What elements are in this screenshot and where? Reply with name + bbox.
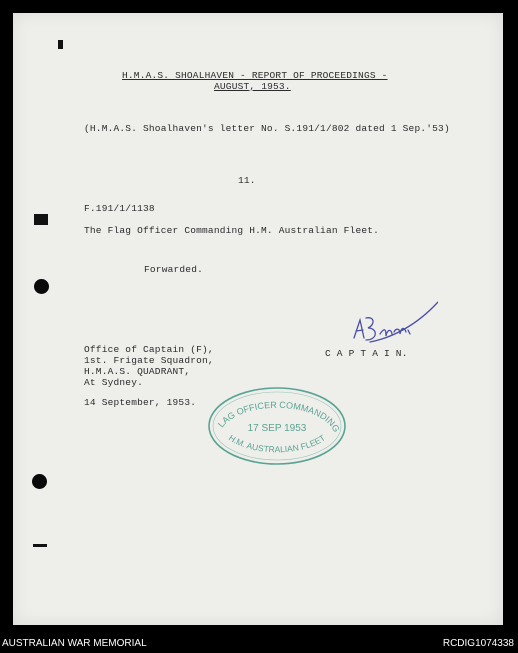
body-text: Forwarded. [144, 264, 204, 275]
footer-id: RCDIG1074338 [442, 638, 514, 649]
punch-hole-top [34, 279, 49, 294]
footer-source: AUSTRALIAN WAR MEMORIAL [2, 638, 147, 649]
punch-hole-bottom [32, 474, 47, 489]
letter-date: 14 September, 1953. [84, 397, 197, 408]
corner-mark [58, 40, 63, 49]
signature-title: C A P T A I N. [325, 348, 408, 359]
sender-line-3: H.M.A.S. QUADRANT, [84, 366, 191, 377]
reference-line: (H.M.A.S. Shoalhaven's letter No. S.191/1/802 dated 1 Sep.'53) [84, 123, 450, 134]
tape-mark-bottom [33, 544, 47, 547]
stamp-bottom-text: H.M. AUSTRALIAN FLEET [226, 432, 328, 455]
received-stamp [207, 386, 347, 466]
file-number: F.191/1/1138 [84, 203, 155, 214]
handwritten-signature [346, 298, 438, 350]
page-number: 11. [238, 175, 256, 186]
sender-line-1: Office of Captain (F), [84, 344, 214, 355]
tape-mark-top [34, 214, 48, 225]
addressee: The Flag Officer Commanding H.M. Australian Fleet. [84, 225, 380, 236]
stamp-date: 17 SEP 1953 [247, 423, 307, 434]
report-subtitle: AUGUST, 1953. [214, 81, 291, 92]
sender-line-4: At Sydney. [84, 377, 144, 388]
stamp-top-text: LAG OFFICER COMMANDING [215, 399, 342, 434]
report-title: H.M.A.S. SHOALHAVEN - REPORT OF PROCEEDINGS - [122, 70, 388, 81]
sender-line-2: 1st. Frigate Squadron, [84, 355, 214, 366]
